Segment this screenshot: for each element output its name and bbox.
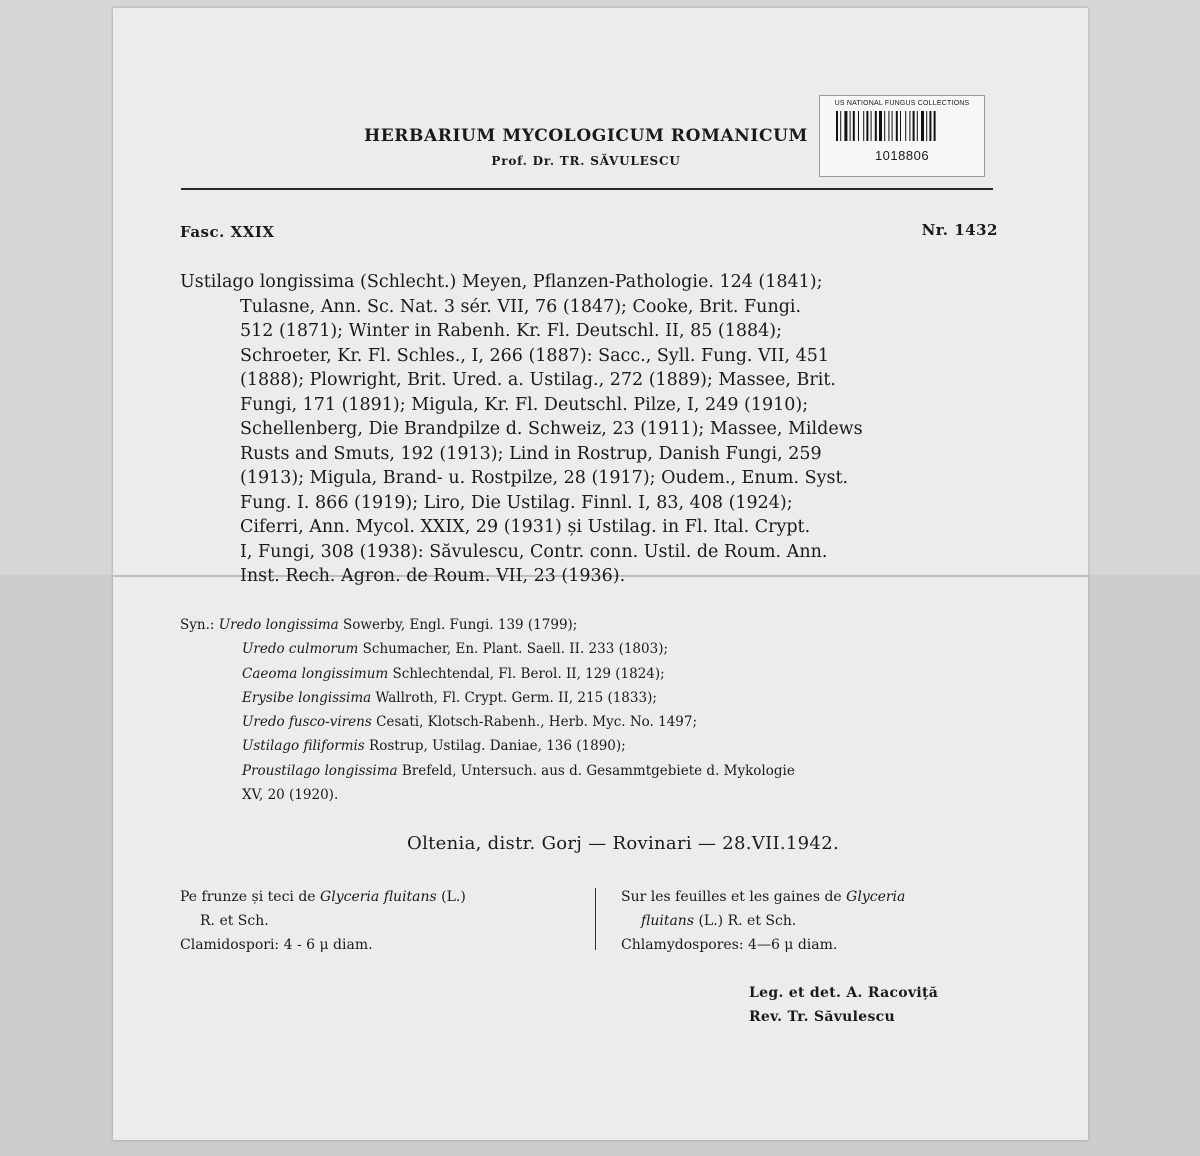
spore-size: Chlamydospores: 4—6 μ diam. [621, 937, 838, 953]
herbarium-label-sheet [113, 8, 1088, 1140]
synonym-reference: Sowerby, Engl. Fungi. 139 (1799); [343, 617, 578, 633]
synonym-continuation: XV, 20 (1920). [242, 787, 339, 804]
synonym-row [180, 686, 1010, 710]
synonym-name: Caeoma longissimum [242, 665, 389, 682]
literature-line: Tulasne, Ann. Sc. Nat. 3 sér. VII, 76 (1847); Cooke, Brit. Fungi. [240, 296, 802, 317]
synonym-row [180, 662, 1010, 686]
synonym-reference: Wallroth, Fl. Crypt. Germ. II, 215 (1833); [375, 689, 657, 706]
synonym-row [180, 613, 1010, 637]
host-text: Pe frunze și teci de [180, 889, 321, 905]
host-romanian [180, 885, 580, 957]
synonyms-label: Syn.: [180, 617, 215, 633]
synonyms-block [180, 613, 1010, 807]
synonym-reference: Rostrup, Ustilag. Daniae, 136 (1890); [369, 738, 626, 755]
synonym-reference: Schlechtendal, Fl. Berol. II, 129 (1824); [392, 665, 665, 682]
synonym-reference: Cesati, Klotsch-Rabenh., Herb. Myc. No. 1497; [376, 714, 698, 731]
synonym-reference: Brefeld, Untersuch. aus d. Gesammtgebiete d. Mykologie [401, 762, 795, 779]
host-text: (L.) R. et Sch. [694, 913, 797, 929]
synonym-row [180, 734, 1010, 758]
synonym-name: Uredo culmorum [242, 641, 359, 658]
literature-line: I, Fungi, 308 (1938): Săvulescu, Contr. conn. Ustil. de Roum. Ann. [240, 541, 828, 562]
specimen-number: Nr. 1432 [921, 221, 998, 239]
herbarium-title: HERBARIUM MYCOLOGICUM ROMANICUM [364, 126, 808, 146]
collector-block [749, 981, 938, 1029]
host-genus: Glyceria [846, 889, 906, 905]
host-french [621, 885, 1011, 957]
herbarium-director: Prof. Dr. TR. SĂVULESCU [491, 154, 681, 168]
host-genus: Glyceria fluitans [320, 889, 437, 905]
header [361, 126, 811, 168]
synonym-reference: Schumacher, En. Plant. Saell. II. 233 (1803); [362, 641, 669, 658]
literature-line: Fungi, 171 (1891); Migula, Kr. Fl. Deutschl. Pilze, I, 249 (1910); [240, 394, 809, 415]
synonym-name: Erysibe longissima [242, 689, 372, 706]
host-species: fluitans [641, 913, 695, 929]
synonym-name: Uredo fusco-virens [242, 714, 372, 731]
fascicle-number: Fasc. XXIX [180, 223, 275, 241]
collection-locality: Oltenia, distr. Gorj — Rovinari — 28.VII.1942. [407, 833, 839, 854]
host-text: Sur les feuilles et les gaines de [621, 889, 847, 905]
literature-line: 512 (1871); Winter in Rabenh. Kr. Fl. Deutschl. II, 85 (1884); [240, 321, 782, 341]
literature-line: Inst. Rech. Agron. de Roum. VII, 23 (1936). [240, 566, 626, 586]
synonym-name: Ustilago filiformis [242, 738, 365, 755]
synonym-row [180, 710, 1010, 734]
literature-line: Schellenberg, Die Brandpilze d. Schweiz, 23 (1911); Massee, Mildews [240, 419, 863, 439]
literature-line: (1913); Migula, Brand- u. Rostpilze, 28 (1917); Oudem., Enum. Syst. [240, 468, 849, 488]
synonym-name: Uredo longissima [218, 617, 339, 633]
barcode-icon [834, 111, 970, 141]
synonym-name: Proustilago longissima [242, 762, 398, 779]
barcode-institution: US NATIONAL FUNGUS COLLECTIONS [834, 100, 970, 107]
host-line [180, 885, 580, 909]
host-line [621, 909, 1011, 933]
barcode-number: 1018806 [874, 148, 930, 163]
literature-line: Fung. I. 866 (1919); Liro, Die Ustilag. Finnl. I, 83, 408 (1924); [240, 492, 793, 513]
barcode-label [819, 95, 985, 177]
header-rule [181, 188, 993, 190]
host-text: (L.) [436, 889, 466, 905]
host-line [621, 885, 1011, 909]
reviewer-name: Rev. Tr. Săvulescu [749, 1009, 895, 1025]
host-line: R. et Sch. [200, 913, 269, 929]
synonym-row [180, 759, 1010, 783]
literature-line: (1888); Plowright, Brit. Ured. a. Ustilag., 272 (1889); Massee, Brit. [240, 370, 836, 390]
literature-line: Rusts and Smuts, 192 (1913); Lind in Rostrup, Danish Fungi, 259 [240, 443, 822, 464]
literature-line: Ciferri, Ann. Mycol. XXIX, 29 (1931) și Ustilag. in Fl. Ital. Crypt. [240, 517, 811, 537]
spore-size: Clamidospori: 4 - 6 μ diam. [180, 937, 373, 953]
collector-name: Leg. et det. A. Racoviță [749, 985, 939, 1001]
literature-line: Ustilago longissima (Schlecht.) Meyen, Pflanzen-Pathologie. 124 (1841); [180, 272, 823, 292]
literature-line: Schroeter, Kr. Fl. Schles., I, 266 (1887): Sacc., Syll. Fung. VII, 451 [240, 345, 830, 366]
synonym-row [180, 637, 1010, 661]
literature-block [180, 270, 1003, 589]
column-divider [595, 888, 596, 950]
